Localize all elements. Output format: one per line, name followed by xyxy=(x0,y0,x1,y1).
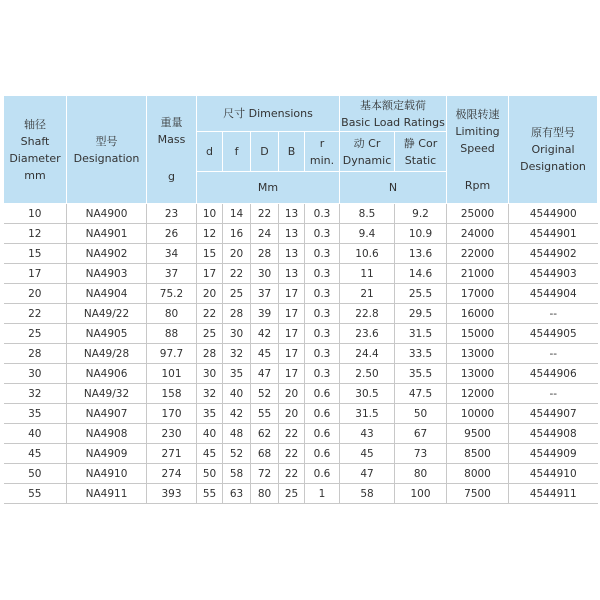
cell-mass: 97.7 xyxy=(147,344,197,364)
header-load-ratings xyxy=(340,96,447,132)
cell-D: 39 xyxy=(251,304,279,324)
cell-shaft-diameter: 45 xyxy=(4,444,67,464)
table-row xyxy=(4,244,598,264)
cell-B: 20 xyxy=(279,404,305,424)
cell-limiting-speed: 9500 xyxy=(447,424,509,444)
cell-r-min: 0.3 xyxy=(305,224,340,244)
table-row xyxy=(4,444,598,464)
cell-mass: 271 xyxy=(147,444,197,464)
cell-r-min: 0.6 xyxy=(305,424,340,444)
cell-cr-dynamic: 11 xyxy=(340,264,395,284)
cell-mass: 393 xyxy=(147,484,197,504)
cell-f: 14 xyxy=(223,204,251,224)
cell-d: 28 xyxy=(197,344,223,364)
cell-cr-dynamic: 22.8 xyxy=(340,304,395,324)
cell-limiting-speed: 17000 xyxy=(447,284,509,304)
cell-original-designation: 4544907 xyxy=(509,404,598,424)
cell-f: 48 xyxy=(223,424,251,444)
header-shaft-en: Shaft xyxy=(20,134,50,148)
cell-f: 16 xyxy=(223,224,251,244)
cell-d: 32 xyxy=(197,384,223,404)
cell-shaft-diameter: 12 xyxy=(4,224,67,244)
cell-f: 30 xyxy=(223,324,251,344)
cell-mass: 101 xyxy=(147,364,197,384)
cell-designation: NA4900 xyxy=(67,204,147,224)
cell-D: 80 xyxy=(251,484,279,504)
bearing-spec-table xyxy=(3,95,598,504)
cell-shaft-diameter: 50 xyxy=(4,464,67,484)
cell-r-min: 0.3 xyxy=(305,364,340,384)
cell-limiting-speed: 16000 xyxy=(447,304,509,324)
cell-mass: 75.2 xyxy=(147,284,197,304)
header-speed-cn: 极限转速 xyxy=(455,107,500,121)
cell-D: 55 xyxy=(251,404,279,424)
cell-cor-static: 14.6 xyxy=(395,264,447,284)
cell-original-designation: 4544906 xyxy=(509,364,598,384)
cell-designation: NA4910 xyxy=(67,464,147,484)
header-shaft-cn: 轴径 xyxy=(24,117,46,131)
cell-mass: 88 xyxy=(147,324,197,344)
header-shaft-unit: mm xyxy=(24,168,46,182)
table-row xyxy=(4,324,598,344)
cell-original-designation: 4544901 xyxy=(509,224,598,244)
cell-limiting-speed: 10000 xyxy=(447,404,509,424)
cell-r-min: 0.3 xyxy=(305,344,340,364)
table-row xyxy=(4,344,598,364)
cell-designation: NA4902 xyxy=(67,244,147,264)
cell-D: 42 xyxy=(251,324,279,344)
cell-mass: 274 xyxy=(147,464,197,484)
cell-D: 62 xyxy=(251,424,279,444)
cell-shaft-diameter: 28 xyxy=(4,344,67,364)
cell-cor-static: 50 xyxy=(395,404,447,424)
cell-B: 17 xyxy=(279,364,305,384)
cell-designation: NA4903 xyxy=(67,264,147,284)
cell-original-designation: 4544910 xyxy=(509,464,598,484)
header-load-en: Basic Load Ratings xyxy=(341,115,445,129)
cell-D: 72 xyxy=(251,464,279,484)
cell-limiting-speed: 8000 xyxy=(447,464,509,484)
cell-cr-dynamic: 10.6 xyxy=(340,244,395,264)
cell-original-designation: -- xyxy=(509,384,598,404)
cell-D: 37 xyxy=(251,284,279,304)
header-r-min xyxy=(305,132,340,172)
cell-limiting-speed: 25000 xyxy=(447,204,509,224)
header-designation-cn: 型号 xyxy=(95,134,118,148)
header-D: D xyxy=(251,132,279,172)
cell-D: 28 xyxy=(251,244,279,264)
header-mass-cn: 重量 xyxy=(160,116,183,129)
cell-limiting-speed: 13000 xyxy=(447,344,509,364)
cell-r-min: 0.3 xyxy=(305,204,340,224)
cell-limiting-speed: 8500 xyxy=(447,444,509,464)
cell-limiting-speed: 15000 xyxy=(447,324,509,344)
cell-cr-dynamic: 8.5 xyxy=(340,204,395,224)
cell-limiting-speed: 12000 xyxy=(447,384,509,404)
header-cr: 动 Cr xyxy=(353,136,381,150)
cell-f: 25 xyxy=(223,284,251,304)
header-r: r xyxy=(319,136,325,150)
cell-shaft-diameter: 25 xyxy=(4,324,67,344)
cell-original-designation: 4544908 xyxy=(509,424,598,444)
header-dim-unit: Mm xyxy=(197,172,340,204)
table-row xyxy=(4,284,598,304)
table-row xyxy=(4,484,598,504)
cell-f: 63 xyxy=(223,484,251,504)
cell-mass: 80 xyxy=(147,304,197,324)
cell-D: 45 xyxy=(251,344,279,364)
header-shaft-diameter xyxy=(4,96,67,204)
cell-shaft-diameter: 10 xyxy=(4,204,67,224)
cell-mass: 230 xyxy=(147,424,197,444)
table-row xyxy=(4,264,598,284)
cell-shaft-diameter: 30 xyxy=(4,364,67,384)
cell-shaft-diameter: 40 xyxy=(4,424,67,444)
cell-r-min: 0.3 xyxy=(305,244,340,264)
cell-B: 25 xyxy=(279,484,305,504)
cell-cor-static: 67 xyxy=(395,424,447,444)
header-speed-unit: Rpm xyxy=(464,178,491,192)
cell-D: 30 xyxy=(251,264,279,284)
cell-B: 22 xyxy=(279,424,305,444)
cell-f: 40 xyxy=(223,384,251,404)
header-cor: 静 Cor xyxy=(403,136,438,150)
cell-cr-dynamic: 21 xyxy=(340,284,395,304)
cell-B: 22 xyxy=(279,464,305,484)
table-row xyxy=(4,384,598,404)
cell-limiting-speed: 22000 xyxy=(447,244,509,264)
cell-designation: NA4904 xyxy=(67,284,147,304)
cell-shaft-diameter: 15 xyxy=(4,244,67,264)
table-row xyxy=(4,204,598,224)
header-diameter-en: Diameter xyxy=(9,151,61,165)
header-dimensions: 尺寸 Dimensions xyxy=(197,96,340,132)
header-r-min-label: min. xyxy=(309,153,335,167)
header-f: f xyxy=(223,132,251,172)
cell-cr-dynamic: 23.6 xyxy=(340,324,395,344)
header-original-en1: Original xyxy=(531,143,575,156)
cell-shaft-diameter: 20 xyxy=(4,284,67,304)
header-original-designation xyxy=(509,96,598,204)
cell-f: 20 xyxy=(223,244,251,264)
cell-original-designation: 4544905 xyxy=(509,324,598,344)
table-body xyxy=(4,204,598,504)
cell-designation: NA4911 xyxy=(67,484,147,504)
cell-cor-static: 29.5 xyxy=(395,304,447,324)
cell-f: 58 xyxy=(223,464,251,484)
cell-cr-dynamic: 43 xyxy=(340,424,395,444)
table-row xyxy=(4,424,598,444)
cell-cor-static: 73 xyxy=(395,444,447,464)
cell-limiting-speed: 21000 xyxy=(447,264,509,284)
cell-cor-static: 100 xyxy=(395,484,447,504)
cell-r-min: 0.6 xyxy=(305,444,340,464)
cell-mass: 158 xyxy=(147,384,197,404)
cell-cr-dynamic: 47 xyxy=(340,464,395,484)
header-original-cn: 原有型号 xyxy=(531,126,576,139)
cell-r-min: 0.6 xyxy=(305,464,340,484)
cell-B: 17 xyxy=(279,344,305,364)
header-mass-en: Mass xyxy=(157,133,186,146)
cell-original-designation: -- xyxy=(509,344,598,364)
cell-original-designation: 4544904 xyxy=(509,284,598,304)
cell-d: 40 xyxy=(197,424,223,444)
cell-cor-static: 9.2 xyxy=(395,204,447,224)
cell-original-designation: 4544911 xyxy=(509,484,598,504)
cell-cor-static: 47.5 xyxy=(395,384,447,404)
cell-r-min: 0.3 xyxy=(305,304,340,324)
header-cr-dynamic xyxy=(340,132,395,172)
cell-d: 22 xyxy=(197,304,223,324)
header-dynamic: Dynamic xyxy=(342,153,392,167)
cell-d: 55 xyxy=(197,484,223,504)
cell-designation: NA4906 xyxy=(67,364,147,384)
cell-r-min: 0.3 xyxy=(305,284,340,304)
header-speed-en1: Limiting xyxy=(455,124,500,138)
cell-d: 15 xyxy=(197,244,223,264)
cell-designation: NA4909 xyxy=(67,444,147,464)
table-row xyxy=(4,464,598,484)
cell-designation: NA49/32 xyxy=(67,384,147,404)
table-row xyxy=(4,364,598,384)
header-load-unit: N xyxy=(340,172,447,204)
cell-shaft-diameter: 22 xyxy=(4,304,67,324)
cell-designation: NA49/28 xyxy=(67,344,147,364)
cell-designation: NA4901 xyxy=(67,224,147,244)
cell-designation: NA4907 xyxy=(67,404,147,424)
cell-f: 22 xyxy=(223,264,251,284)
cell-f: 42 xyxy=(223,404,251,424)
header-load-cn: 基本额定载荷 xyxy=(360,98,426,112)
cell-B: 17 xyxy=(279,284,305,304)
cell-mass: 26 xyxy=(147,224,197,244)
cell-f: 52 xyxy=(223,444,251,464)
cell-B: 22 xyxy=(279,444,305,464)
cell-D: 24 xyxy=(251,224,279,244)
cell-cor-static: 35.5 xyxy=(395,364,447,384)
cell-limiting-speed: 13000 xyxy=(447,364,509,384)
header-designation-en: Designation xyxy=(73,151,140,165)
cell-mass: 37 xyxy=(147,264,197,284)
cell-d: 45 xyxy=(197,444,223,464)
cell-mass: 23 xyxy=(147,204,197,224)
cell-d: 20 xyxy=(197,284,223,304)
cell-d: 35 xyxy=(197,404,223,424)
cell-cr-dynamic: 24.4 xyxy=(340,344,395,364)
cell-original-designation: 4544903 xyxy=(509,264,598,284)
header-designation xyxy=(67,96,147,204)
cell-limiting-speed: 24000 xyxy=(447,224,509,244)
cell-shaft-diameter: 55 xyxy=(4,484,67,504)
header-mass-unit: g xyxy=(168,170,175,183)
header-speed-en2: Speed xyxy=(460,141,495,155)
cell-B: 13 xyxy=(279,224,305,244)
cell-mass: 170 xyxy=(147,404,197,424)
cell-designation: NA4908 xyxy=(67,424,147,444)
cell-f: 32 xyxy=(223,344,251,364)
cell-r-min: 1 xyxy=(305,484,340,504)
cell-original-designation: 4544909 xyxy=(509,444,598,464)
cell-limiting-speed: 7500 xyxy=(447,484,509,504)
cell-d: 30 xyxy=(197,364,223,384)
cell-d: 12 xyxy=(197,224,223,244)
cell-cor-static: 13.6 xyxy=(395,244,447,264)
cell-mass: 34 xyxy=(147,244,197,264)
cell-B: 13 xyxy=(279,204,305,224)
cell-B: 20 xyxy=(279,384,305,404)
cell-cr-dynamic: 30.5 xyxy=(340,384,395,404)
cell-D: 22 xyxy=(251,204,279,224)
cell-cor-static: 80 xyxy=(395,464,447,484)
cell-cr-dynamic: 45 xyxy=(340,444,395,464)
cell-d: 10 xyxy=(197,204,223,224)
cell-shaft-diameter: 35 xyxy=(4,404,67,424)
table-row xyxy=(4,304,598,324)
cell-f: 35 xyxy=(223,364,251,384)
header-cor-static xyxy=(395,132,447,172)
cell-r-min: 0.3 xyxy=(305,264,340,284)
header-B: B xyxy=(279,132,305,172)
cell-d: 17 xyxy=(197,264,223,284)
cell-designation: NA49/22 xyxy=(67,304,147,324)
cell-D: 52 xyxy=(251,384,279,404)
cell-cr-dynamic: 58 xyxy=(340,484,395,504)
cell-cor-static: 31.5 xyxy=(395,324,447,344)
cell-original-designation: 4544900 xyxy=(509,204,598,224)
header-static: Static xyxy=(404,153,437,167)
cell-r-min: 0.6 xyxy=(305,404,340,424)
cell-designation: NA4905 xyxy=(67,324,147,344)
cell-D: 47 xyxy=(251,364,279,384)
cell-cor-static: 25.5 xyxy=(395,284,447,304)
cell-cr-dynamic: 2.50 xyxy=(340,364,395,384)
header-limiting-speed xyxy=(447,96,509,204)
cell-f: 28 xyxy=(223,304,251,324)
header-mass xyxy=(147,96,197,204)
cell-r-min: 0.3 xyxy=(305,324,340,344)
cell-shaft-diameter: 32 xyxy=(4,384,67,404)
cell-B: 17 xyxy=(279,324,305,344)
cell-r-min: 0.6 xyxy=(305,384,340,404)
table-row xyxy=(4,224,598,244)
cell-cor-static: 10.9 xyxy=(395,224,447,244)
cell-shaft-diameter: 17 xyxy=(4,264,67,284)
cell-B: 13 xyxy=(279,264,305,284)
cell-d: 25 xyxy=(197,324,223,344)
cell-D: 68 xyxy=(251,444,279,464)
cell-cr-dynamic: 9.4 xyxy=(340,224,395,244)
header-d: d xyxy=(197,132,223,172)
table-row xyxy=(4,404,598,424)
cell-original-designation: -- xyxy=(509,304,598,324)
header-original-en2: Designation xyxy=(520,160,586,173)
cell-cor-static: 33.5 xyxy=(395,344,447,364)
cell-B: 17 xyxy=(279,304,305,324)
cell-d: 50 xyxy=(197,464,223,484)
cell-original-designation: 4544902 xyxy=(509,244,598,264)
cell-cr-dynamic: 31.5 xyxy=(340,404,395,424)
cell-B: 13 xyxy=(279,244,305,264)
